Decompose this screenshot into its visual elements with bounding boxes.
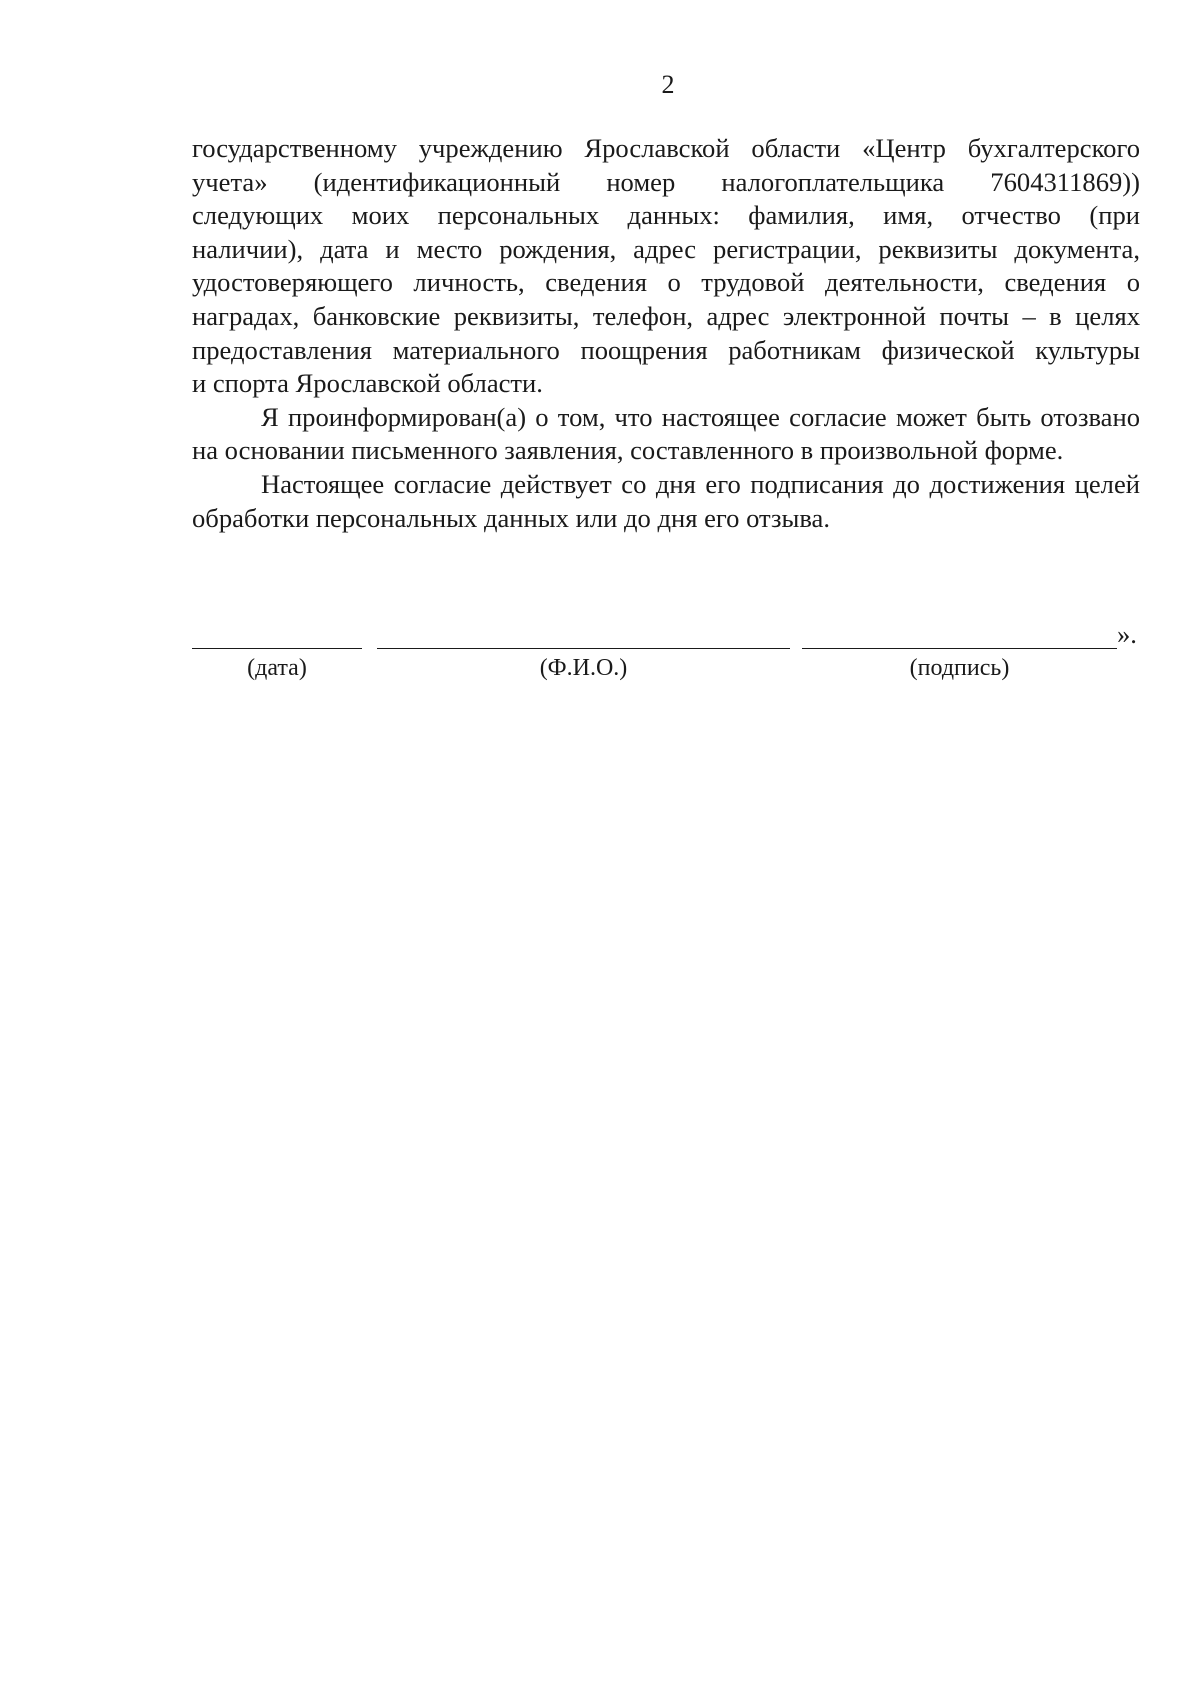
text-line: удостоверяющего личность, сведения о трудовой деятельности, сведения о bbox=[192, 267, 1140, 298]
fio-caption: (Ф.И.О.) bbox=[539, 655, 628, 681]
text-line: и спорта Ярославской области. bbox=[192, 368, 543, 399]
signature-caption: (подпись) bbox=[909, 655, 1010, 681]
text-line: учета» (идентификационный номер налогоплательщика 7604311869)) bbox=[192, 166, 1140, 197]
consent-paragraph-validity: Настоящее согласие действует со дня его подписания до достижения целей обработки персональных данных или до дня его отзыва. bbox=[192, 468, 1140, 533]
text-line: наградах, банковские реквизиты, телефон, адрес электронной почты – в целях bbox=[192, 300, 1140, 331]
text-line: наличии), дата и место рождения, адрес регистрации, реквизиты документа, bbox=[192, 233, 1140, 264]
consent-paragraph-data-list bbox=[192, 132, 1140, 401]
signature-block bbox=[192, 618, 1140, 681]
date-caption: (дата) bbox=[247, 655, 307, 681]
document-body bbox=[192, 132, 1140, 535]
fio-underline bbox=[377, 648, 790, 649]
date-underline bbox=[192, 648, 362, 649]
closing-quote: ». bbox=[1117, 619, 1137, 649]
page-number: 2 bbox=[661, 70, 675, 99]
signature-underline bbox=[802, 648, 1117, 649]
text-line: предоставления материального поощрения работникам физической культуры bbox=[192, 334, 1140, 365]
consent-paragraph-revocation: Я проинформирован(а) о том, что настоящее согласие может быть отозвано на основании письменного заявления, составленного в произвольной форме. bbox=[192, 401, 1140, 466]
text-line: государственному учреждению Ярославской области «Центр бухгалтерского bbox=[192, 133, 1140, 163]
text-line: следующих моих персональных данных: фамилия, имя, отчество (при bbox=[192, 200, 1140, 231]
